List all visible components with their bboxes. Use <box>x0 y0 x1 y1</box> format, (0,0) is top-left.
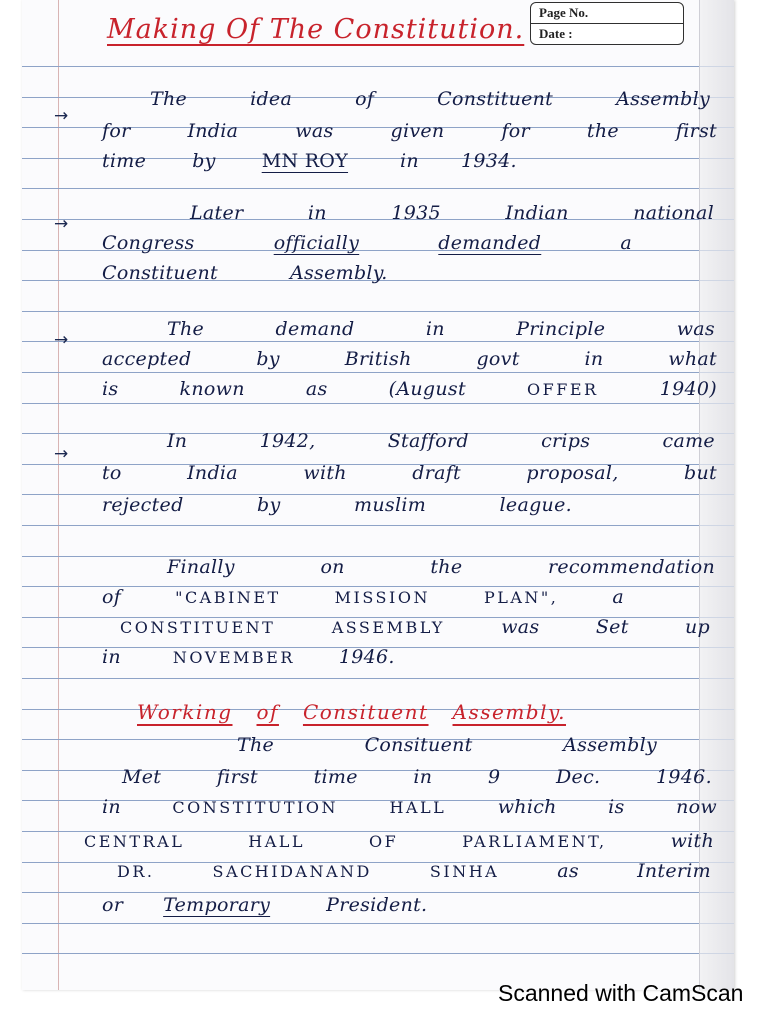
ruled-line <box>22 341 734 342</box>
note-line: Later in 1935 Indian national <box>190 202 714 224</box>
edge-line <box>700 953 734 954</box>
edge-line <box>700 372 734 373</box>
note-line: is known as (August OFFER 1940) <box>102 378 717 400</box>
note-line: The demand in Principle was <box>167 318 715 340</box>
ruled-line <box>22 372 734 373</box>
edge-line <box>700 709 734 710</box>
page-date-box <box>530 2 684 45</box>
edge-line <box>700 403 734 404</box>
notebook-page <box>22 0 734 990</box>
note-line: time by MN ROY in 1934. <box>102 150 517 172</box>
edge-line <box>700 66 734 67</box>
ruled-line <box>22 188 734 189</box>
note-line: in CONSTITUTION HALL which is now <box>102 796 717 818</box>
edge-line <box>700 341 734 342</box>
note-line: Finally on the recommendation <box>167 556 715 578</box>
note-line: in NOVEMBER 1946. <box>102 646 395 668</box>
edge-line <box>700 494 734 495</box>
scanner-watermark: Scanned with CamScan <box>498 980 744 1006</box>
note-line: for India was given for the first <box>102 120 717 142</box>
edge-line <box>700 250 734 251</box>
ruled-line <box>22 66 734 67</box>
ruled-line <box>22 525 734 526</box>
note-line: to India with draft proposal, but <box>102 462 717 484</box>
edge-line <box>700 525 734 526</box>
ruled-line <box>22 311 734 312</box>
note-line: In 1942, Stafford crips came <box>167 430 715 452</box>
note-line: CENTRAL HALL OF PARLIAMENT, with <box>84 830 714 852</box>
edge-line <box>700 923 734 924</box>
note-line: Met first time in 9 Dec. 1946. <box>122 766 712 788</box>
note-line: CONSTITUENT ASSEMBLY was Set up <box>120 616 710 638</box>
bullet-arrow-icon: → <box>54 330 69 350</box>
section-heading: Working of Consituent Assembly. <box>137 700 566 724</box>
date-label: Date : <box>531 23 683 44</box>
bullet-arrow-icon: → <box>54 214 69 234</box>
page-title: Making Of The Constitution. <box>107 14 525 45</box>
note-line: or Temporary President. <box>102 894 428 916</box>
edge-line <box>700 188 734 189</box>
note-line: accepted by British govt in what <box>102 348 717 370</box>
ruled-line <box>22 678 734 679</box>
edge-line <box>700 311 734 312</box>
edge-line <box>700 678 734 679</box>
note-line: The idea of Constituent Assembly <box>150 88 710 110</box>
page-no-label: Page No. <box>539 5 589 20</box>
note-line: of "CABINET MISSION PLAN", a <box>102 586 624 608</box>
bullet-arrow-icon: → <box>54 106 69 126</box>
ruled-line <box>22 953 734 954</box>
note-line: DR. SACHIDANAND SINHA as Interim <box>117 860 711 882</box>
note-line: Congress officially demanded a <box>102 232 632 254</box>
ruled-line <box>22 923 734 924</box>
edge-line <box>700 739 734 740</box>
ruled-line <box>22 403 734 404</box>
bullet-arrow-icon: → <box>54 444 69 464</box>
note-line: The Consituent Assembly <box>237 734 657 756</box>
note-line: Constituent Assembly. <box>102 262 388 284</box>
edge-line <box>700 586 734 587</box>
note-line: rejected by muslim league. <box>102 494 572 516</box>
